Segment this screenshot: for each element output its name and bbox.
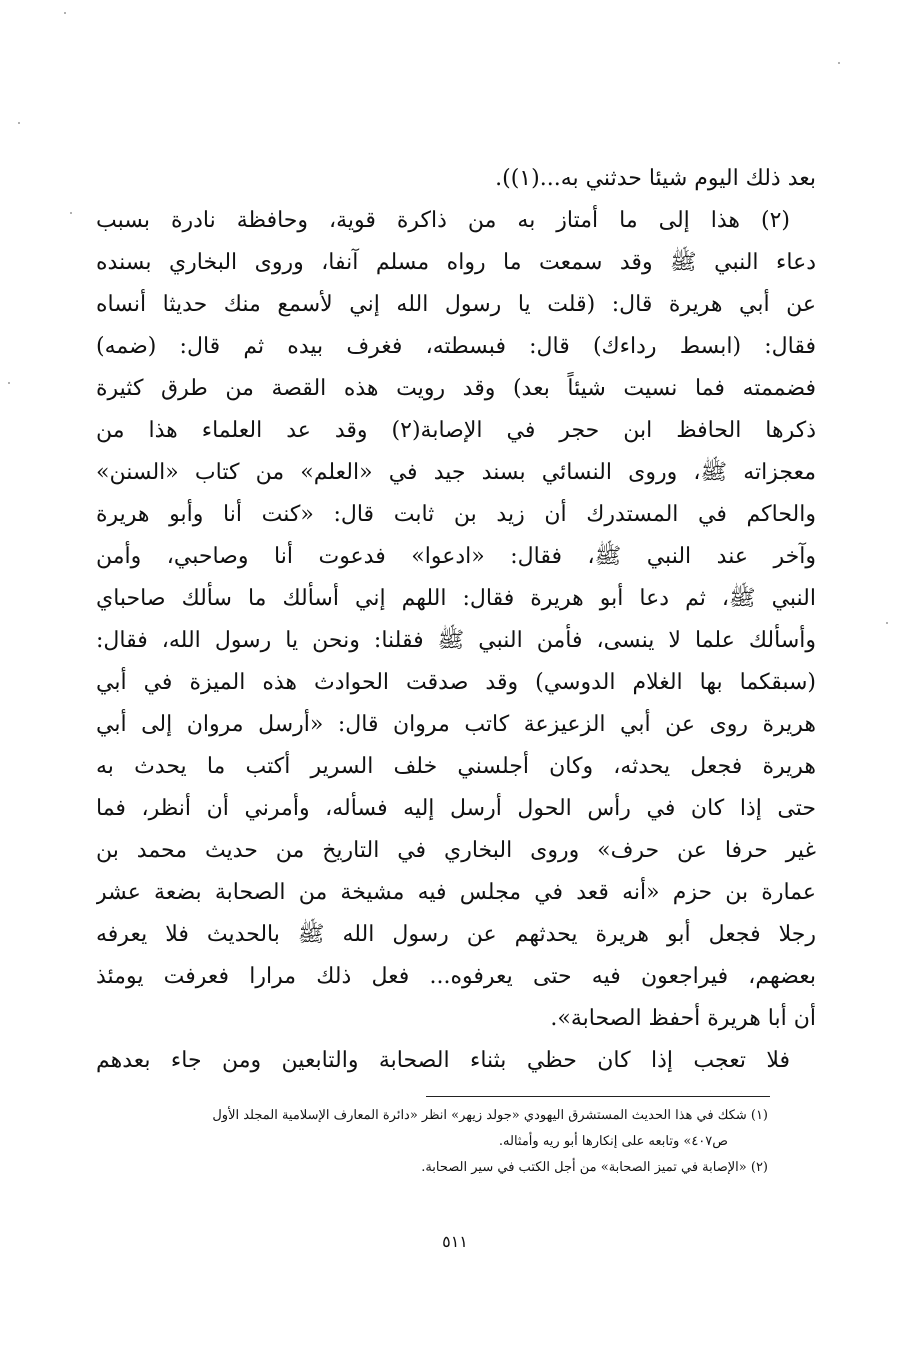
text-line: معجزاته ﷺ، وروى النسائي بسند جيد في «العلم» من كتاب «السنن» [96, 460, 816, 485]
text-line: هريرة فجعل يحدثه، وكان أجلسني خلف السرير أكتب ما يحدث به [96, 754, 816, 779]
footnote-1: (١) شكك في هذا الحديث المستشرق اليهودي «جولد زيهر» انظر «دائرة المعارف الإسلامية المجلد الأول [212, 1108, 768, 1123]
footnote-divider [426, 1096, 770, 1097]
text-line: فلا تعجب إذا كان حظي بثناء الصحابة والتابعين ومن جاء بعدهم [96, 1048, 790, 1073]
page-number: ٥١١ [442, 1232, 468, 1251]
text-line: بعد ذلك اليوم شيئا حدثني به...(١)). [495, 166, 816, 191]
text-line: حتى إذا كان في رأس الحول أرسل إليه فسأله، وأمرني أن أنظر، فما [96, 796, 816, 821]
footnote-1-continued: ص٤٠٧» وتابعه على إنكارها أبو ريه وأمثاله. [498, 1134, 728, 1149]
scan-speck [886, 622, 888, 624]
text-line: وأسألك علما لا ينسى، فأمن النبي ﷺ فقلنا: ونحن يا رسول الله، فقال: [96, 628, 816, 653]
text-line: فضممته فما نسيت شيئاً بعد) وقد رويت هذه القصة من طرق كثيرة [96, 376, 816, 401]
scan-speck [70, 212, 72, 214]
text-line: رجلا فجعل أبو هريرة يحدثهم عن رسول الله ﷺ بالحديث فلا يعرفه [96, 922, 816, 947]
text-line: والحاكم في المستدرك أن زيد بن ثابت قال: «كنت أنا وأبو هريرة [96, 502, 816, 527]
scan-speck [64, 12, 66, 14]
text-line: عن أبي هريرة قال: (قلت يا رسول الله إني لأسمع منك حديثا أنساه [96, 292, 816, 317]
text-line: (٢) هذا إلى ما أمتاز به من ذاكرة قوية، وحافظة نادرة بسبب [96, 208, 790, 233]
text-line: أن أبا هريرة أحفظ الصحابة». [550, 1006, 816, 1031]
text-line: بعضهم، فيراجعون فيه حتى يعرفوه... فعل ذلك مرارا فعرفت يومئذ [96, 964, 816, 989]
scan-speck [8, 382, 10, 384]
text-line: غير حرفا عن حرف» وروى البخاري في التاريخ من حديث محمد بن [96, 838, 816, 863]
text-line: هريرة روى عن أبي الزعيزعة كاتب مروان قال: «أرسل مروان إلى أبي [96, 712, 816, 737]
footnote-2: (٢) «الإصابة في تميز الصحابة» من أجل الكتب في سير الصحابة. [421, 1160, 768, 1175]
text-line: النبي ﷺ، ثم دعا أبو هريرة فقال: اللهم إني أسألك ما سألك صاحباي [96, 586, 816, 611]
scan-speck [838, 62, 840, 64]
scan-speck [18, 122, 20, 124]
main-text [96, 158, 816, 1082]
footnotes [100, 1103, 768, 1181]
text-line: فقال: (ابسط رداءك) قال: فبسطته، فغرف بيده ثم قال: (ضمه) [96, 334, 816, 359]
text-line: دعاء النبي ﷺ وقد سمعت ما رواه مسلم آنفا، وروى البخاري بسنده [96, 250, 816, 275]
text-line: (سبقكما بها الغلام الدوسي) وقد صدقت الحوادث هذه الميزة في أبي [96, 670, 816, 695]
text-line: عمارة بن حزم «أنه قعد في مجلس فيه مشيخة من الصحابة بضعة عشر [96, 880, 816, 905]
text-line: ذكرها الحافظ ابن حجر في الإصابة(٢) وقد عد العلماء هذا من [96, 418, 816, 443]
text-line: وآخر عند النبي ﷺ، فقال: «ادعوا» فدعوت أنا وصاحبي، وأمن [96, 544, 816, 569]
